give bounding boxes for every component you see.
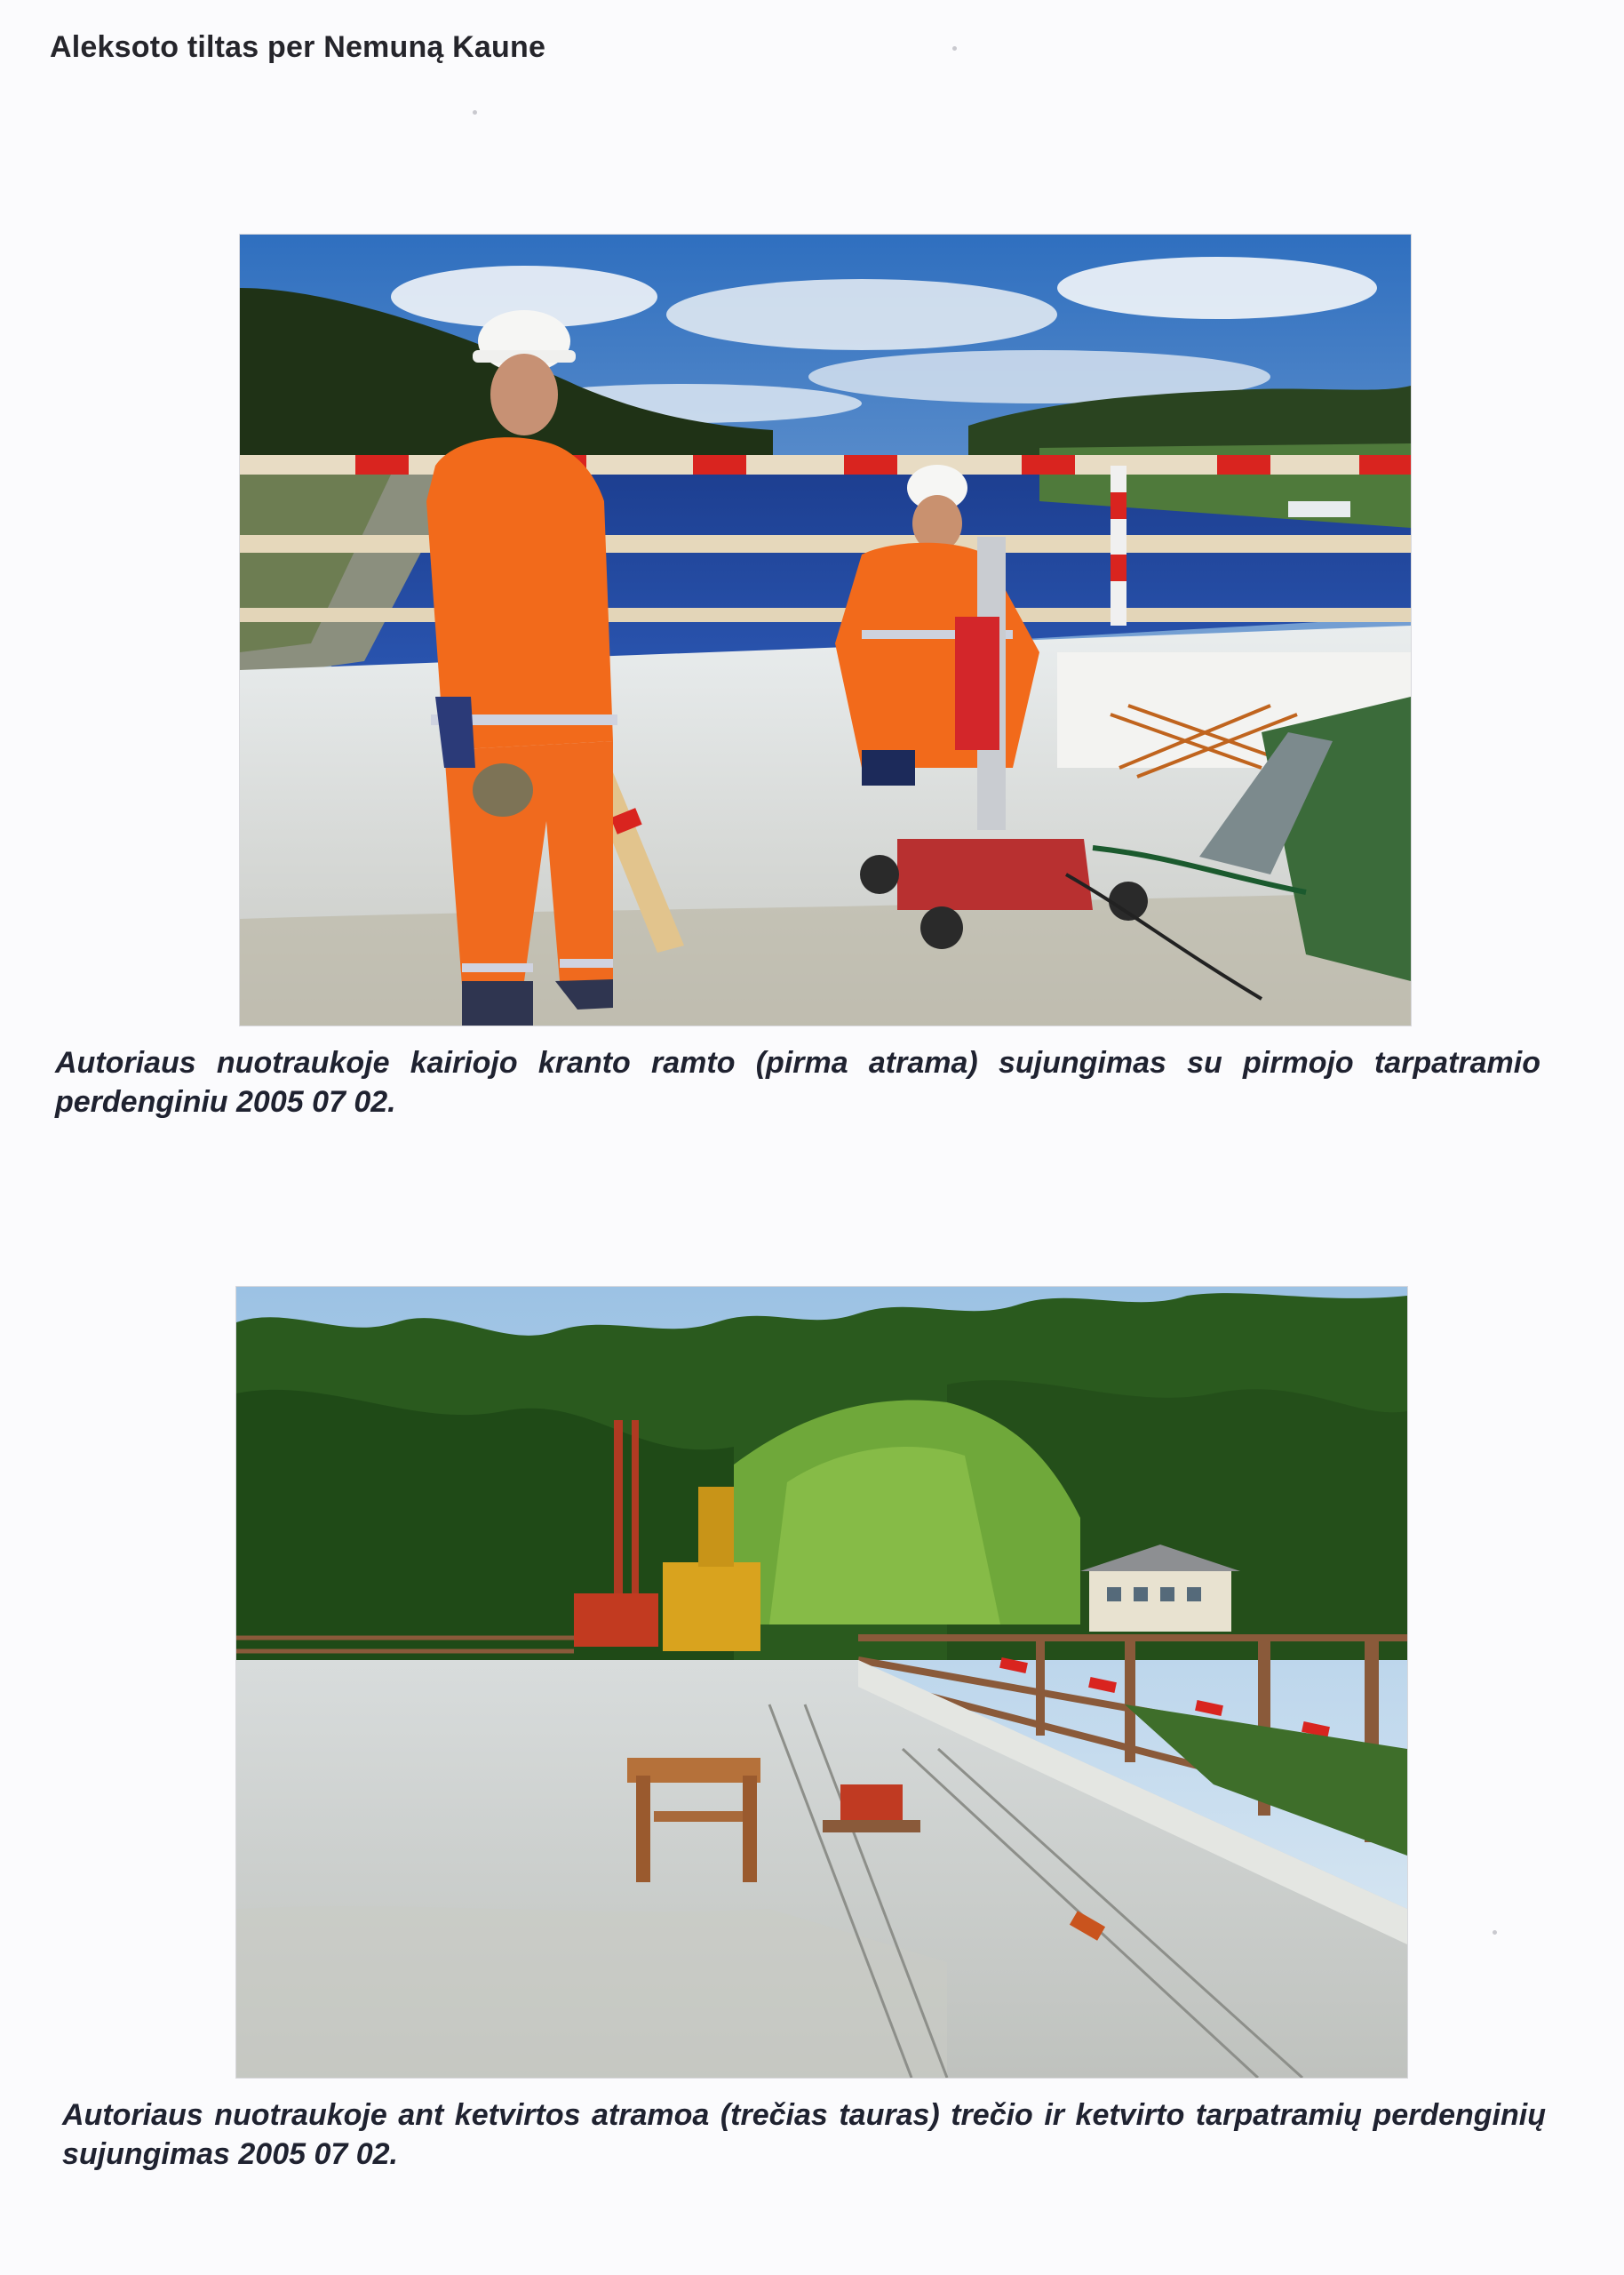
photo-caption-2: Autoriaus nuotraukoje ant ketvirtos atramoa (trečias tauras) trečio ir ketvirto tarpatramių perdenginių sujungimas 2005 07 02. bbox=[62, 2098, 1546, 2171]
scan-speck bbox=[473, 110, 477, 115]
scan-speck bbox=[952, 46, 957, 51]
photo-bridge-deck-construction bbox=[236, 1287, 1407, 2078]
scan-speck bbox=[1493, 1930, 1497, 1935]
page-title: Aleksoto tiltas per Nemuną Kaune bbox=[50, 30, 546, 64]
photo-caption-1: Autoriaus nuotraukoje kairiojo kranto ramto (pirma atrama) sujungimas su pirmojo tarpatramio perdenginiu 2005 07 02. bbox=[55, 1046, 1540, 1119]
photo-workers-on-bridge bbox=[240, 235, 1411, 1026]
